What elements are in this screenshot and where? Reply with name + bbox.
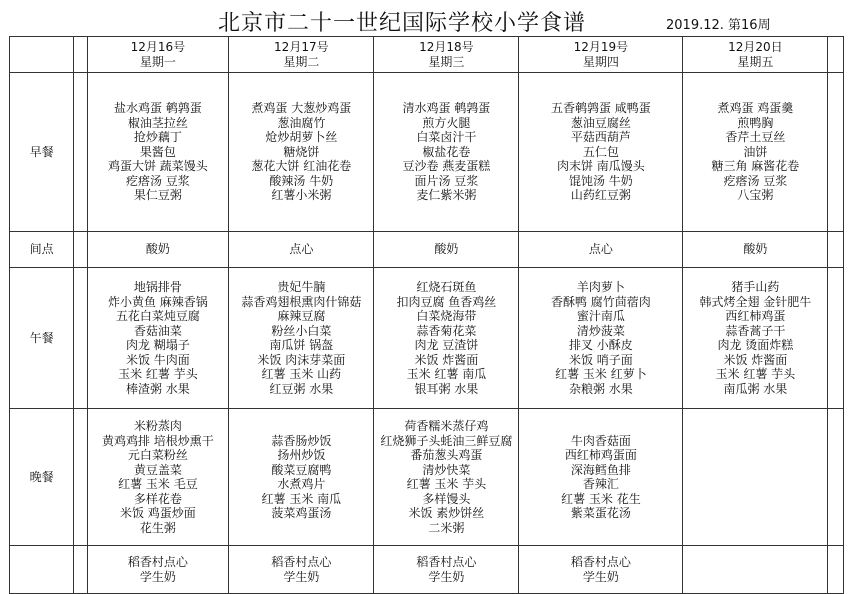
menu-item: 煎方火腿 [422,115,471,130]
night-cell [683,546,828,594]
menu-item: 稻香村点心 [416,555,477,569]
day-date: 12月16号 [130,40,186,54]
menu-item: 西红柿鸡蛋 [725,309,786,323]
menu-item: 米饭 牛肉面 [125,352,190,367]
menu-item: 五花白菜炖豆腐 [115,309,200,323]
spacer-right [828,73,844,232]
menu-item: 南瓜饼 锅盔 [269,338,334,352]
menu-item: 贵妃牛腩 [277,280,326,294]
spacer-left [74,546,87,594]
day-weekday: 星期二 [283,54,320,69]
day-header [229,37,374,73]
spacer-left [74,73,87,232]
menu-item: 葱油腐竹 [277,115,326,130]
breakfast-row [10,73,844,232]
lunch-cell [87,268,229,409]
menu-item: 麻辣豆腐 [277,309,326,323]
menu-item: 红豆粥 水果 [269,381,334,396]
menu-item: 疙瘩汤 豆浆 [723,173,788,188]
spacer-left [74,37,87,73]
menu-item: 稻香村点心 [570,555,631,569]
menu-item: 糖三角 麻酱花卷 [711,159,800,174]
menu-item: 学生奶 [139,569,176,584]
day-weekday: 星期一 [139,54,176,69]
menu-item: 山药红豆粥 [570,188,631,203]
menu-item: 红薯小米粥 [271,188,332,203]
menu-item: 红薯 玉米 毛豆 [118,477,198,491]
menu-item: 米饭 素炒饼丝 [408,506,485,520]
snack-label: 间点 [10,232,74,268]
menu-item: 面片汤 豆浆 [414,173,479,188]
menu-item: 清水鸡蛋 鹌鹑蛋 [402,101,491,116]
menu-item: 红薯 玉米 南瓜 [261,491,342,506]
menu-item: 牛肉香菇面 [570,433,631,448]
menu-item: 韩式烤全翅 金针肥牛 [699,294,812,309]
title-row [0,4,850,34]
menu-item: 点心 [588,242,613,257]
snack-cell [87,232,229,268]
menu-item: 米饭 炸酱面 [414,352,479,367]
breakfast-cell [229,73,374,232]
lunch-cell [519,268,683,409]
menu-item: 粉丝小白菜 [271,323,332,338]
menu-item: 麦仁紫米粥 [416,188,477,203]
menu-item: 蒜香蒿子干 [725,323,786,338]
menu-item: 学生奶 [582,569,619,584]
menu-item: 水煮鸡片 [277,477,326,491]
menu-item: 花生粥 [139,520,176,535]
menu-item: 红薯 玉米 花生 [561,491,641,506]
menu-item: 蜜汁南瓜 [576,309,625,323]
menu-item: 酸奶 [434,242,459,257]
menu-item: 红薯 玉米 山药 [261,367,342,381]
menu-item: 香芹土豆丝 [725,130,786,145]
weekly-menu-table [9,36,844,594]
menu-item: 红薯 玉米 芋头 [406,477,487,491]
day-weekday: 星期四 [582,54,619,69]
menu-item: 玉米 红薯 芋头 [118,367,198,381]
corner-cell [10,37,74,73]
menu-item: 果仁豆粥 [133,188,182,203]
menu-item: 葱油豆腐丝 [570,115,631,130]
menu-item: 米饭 鸡蛋炒面 [119,506,196,520]
menu-item: 蒜香鸡翅根熏肉什锦菇 [241,294,362,309]
snack-cell [683,232,828,268]
spacer-right [828,37,844,73]
menu-item: 盐水鸡蛋 鹌鹑蛋 [113,101,202,116]
spacer-right [828,546,844,594]
menu-item: 红薯 玉米 红萝卜 [555,367,647,381]
spacer-right [828,409,844,546]
night-cell [374,546,519,594]
menu-item: 椒盐花卷 [422,144,471,159]
menu-item: 南瓜粥 水果 [723,381,788,396]
menu-item: 抢炒藕丁 [133,130,182,145]
menu-item: 扬州炒饭 [277,448,326,462]
day-header [519,37,683,73]
week-info: 2019.12. 第16周 [666,18,771,33]
menu-item: 酸辣汤 牛奶 [269,173,334,188]
dinner-cell [87,409,229,546]
snack-cell [374,232,519,268]
menu-item: 多样馒头 [422,491,471,506]
menu-item: 羊肉萝卜 [576,280,625,294]
breakfast-cell [519,73,683,232]
menu-item: 八宝粥 [737,188,774,203]
menu-item: 稻香村点心 [127,555,188,569]
menu-item: 肉龙 豆渣饼 [414,338,479,352]
night-cell [87,546,229,594]
menu-item: 炸小黄鱼 麻辣香锅 [107,294,208,309]
menu-item: 疙瘩汤 豆浆 [125,173,190,188]
menu-item: 玉米 红薯 南瓜 [406,367,487,381]
menu-item: 白菜烧海带 [416,309,477,323]
dinner-label: 晚餐 [10,409,74,546]
dinner-row [10,409,844,546]
lunch-label: 午餐 [10,268,74,409]
menu-item: 果酱包 [139,144,176,159]
menu-item: 红烧石斑鱼 [416,280,477,294]
night-cell [519,546,683,594]
night-row [10,546,844,594]
day-weekday: 星期五 [737,54,774,69]
menu-item: 米饭 炸酱面 [723,352,788,367]
menu-item: 西红柿鸡蛋面 [564,448,637,462]
menu-item: 扣肉豆腐 鱼香鸡丝 [396,294,497,309]
menu-item: 白菜卤汁干 [416,130,477,145]
menu-item: 炝炒胡萝卜丝 [265,130,338,145]
menu-item: 平菇西葫芦 [570,130,631,145]
menu-item: 猪手山药 [731,280,780,294]
night-label [10,546,74,594]
day-date: 12月19号 [573,40,629,54]
menu-item: 油饼 [743,144,768,159]
menu-item: 香菇油菜 [133,323,182,338]
breakfast-cell [683,73,828,232]
snack-cell [229,232,374,268]
lunch-cell [229,268,374,409]
menu-item: 肉末饼 南瓜馒头 [556,159,645,174]
lunch-row [10,268,844,409]
lunch-cell [374,268,519,409]
menu-item: 鸡蛋大饼 蔬菜馒头 [107,159,208,174]
menu-item: 葱花大饼 红油花卷 [251,159,352,174]
menu-item: 二米粥 [428,520,465,535]
menu-item: 学生奶 [428,569,465,584]
menu-item: 蒜香肠炒饭 [271,433,332,448]
menu-item: 深海鳕鱼排 [570,462,631,477]
menu-item: 酸奶 [743,242,768,257]
menu-item: 酸菜豆腐鸭 [271,462,332,477]
menu-item: 煎鸭胸 [737,115,774,130]
menu-item: 多样花卷 [133,491,182,506]
menu-item: 蒜香菊花菜 [416,323,477,338]
day-header [87,37,229,73]
spacer-right [828,232,844,268]
menu-item: 五香鹌鹑蛋 咸鸭蛋 [550,101,651,116]
menu-item: 糖烧饼 [283,144,320,159]
menu-item: 菠菜鸡蛋汤 [271,506,332,520]
dinner-cell [683,409,828,546]
spacer-left [74,232,87,268]
menu-item: 黄豆盖菜 [133,462,182,477]
day-header [683,37,828,73]
menu-item: 紫菜蛋花汤 [570,506,631,520]
date-row [10,37,844,73]
menu-item: 红烧狮子头蚝油三鲜豆腐 [380,433,513,448]
menu-item: 馄饨汤 牛奶 [568,173,633,188]
spacer-right [828,268,844,409]
menu-item: 银耳粥 水果 [414,381,479,396]
day-date: 12月20日 [728,40,783,54]
day-header [374,37,519,73]
menu-item: 米粉蒸肉 [133,419,182,433]
menu-item: 清炒快菜 [422,462,471,477]
menu-item: 煮鸡蛋 鸡蛋羹 [717,101,794,116]
menu-item: 煮鸡蛋 大葱炒鸡蛋 [251,101,352,116]
snack-cell [519,232,683,268]
breakfast-cell [374,73,519,232]
dinner-cell [229,409,374,546]
menu-item: 稻香村点心 [271,555,332,569]
dinner-cell [519,409,683,546]
day-date: 12月17号 [274,40,329,54]
night-cell [229,546,374,594]
breakfast-cell [87,73,229,232]
menu-item: 元白菜粉丝 [127,448,188,462]
menu-item: 番茄葱头鸡蛋 [410,448,483,462]
menu-item: 五仁包 [582,144,619,159]
menu-item: 香辣汇 [582,477,619,491]
menu-item: 豆沙卷 燕麦蛋糕 [402,159,491,174]
menu-item: 地锅排骨 [133,280,182,294]
menu-item: 肉龙 糊塌子 [125,338,190,352]
menu-item: 椒油茎拉丝 [127,115,188,130]
menu-item: 棒渣粥 水果 [125,381,190,396]
menu-item: 米饭 肉沫芽菜面 [257,352,346,367]
menu-item: 荷香糯米蒸仔鸡 [404,419,489,433]
spacer-left [74,268,87,409]
menu-item: 酸奶 [145,242,170,257]
menu-item: 清炒菠菜 [576,323,625,338]
menu-item: 玉米 红薯 芋头 [715,367,796,381]
day-date: 12月18号 [419,40,474,54]
menu-item: 肉龙 烫面炸糕 [717,338,794,352]
day-weekday: 星期三 [428,54,465,69]
menu-title: 北京市二十一世纪国际学校小学食谱 [218,11,587,36]
lunch-cell [683,268,828,409]
menu-item: 米饭 哨子面 [568,352,633,367]
breakfast-label: 早餐 [10,73,74,232]
menu-item: 黄鸡鸡排 培根炒熏干 [101,433,214,448]
menu-item: 点心 [289,242,314,257]
menu-item: 杂粮粥 水果 [568,381,633,396]
menu-item: 学生奶 [283,569,320,584]
menu-item: 排叉 小酥皮 [568,338,633,352]
snack-row [10,232,844,268]
dinner-cell [374,409,519,546]
spacer-left [74,409,87,546]
menu-item: 香酥鸭 腐竹茴蓿肉 [550,294,651,309]
